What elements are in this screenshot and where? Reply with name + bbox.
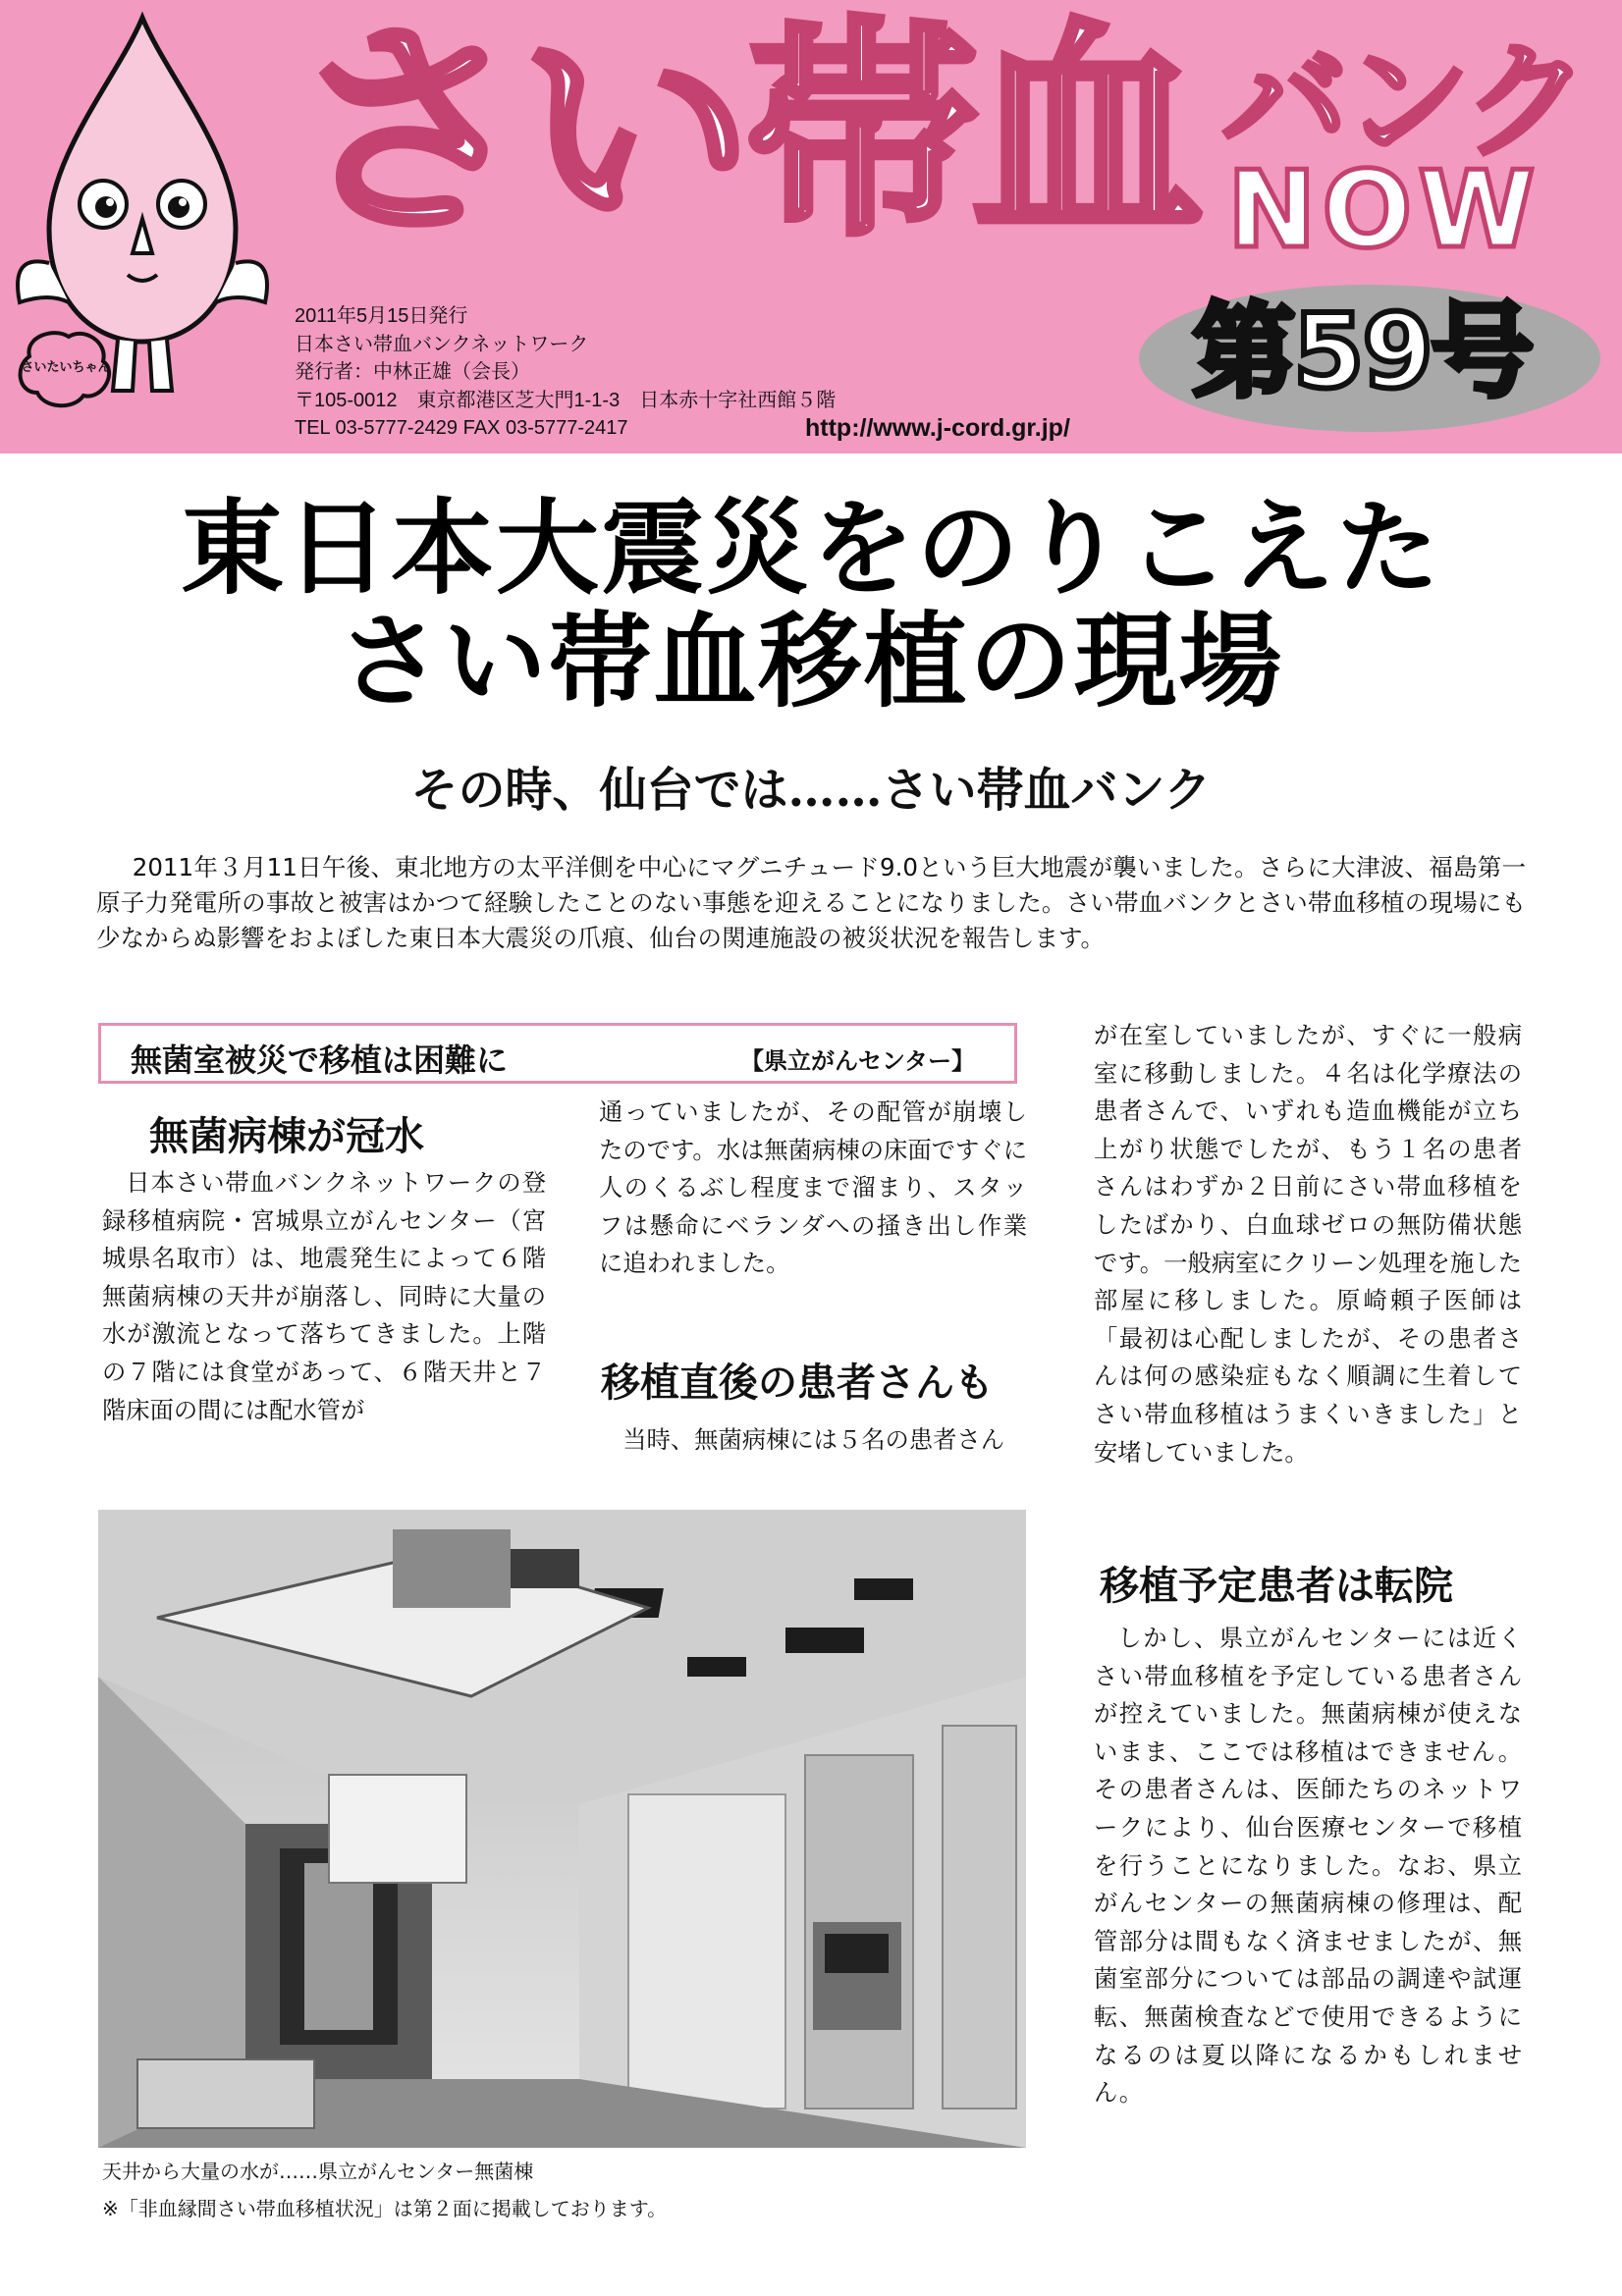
mascot-illustration [10,8,275,440]
publisher-address: 〒105-0012 東京都港区芝大門1-1-3 日本赤十字社西館５階 [295,389,837,411]
page-note: ※「非血縁間さい帯血移植状況」は第２面に掲載しております。 [102,2197,668,2220]
publisher-tel-fax: TEL 03-5777-2429 FAX 03-5777-2417 [295,417,628,439]
section-title: 無菌室被災で移植は困難に [131,1041,509,1079]
title-now: NOW [1227,149,1541,272]
damaged-ceiling-photo [98,1510,1026,2148]
issue-number: 第59号 [1193,292,1532,411]
title-bank: バンク [1222,29,1586,176]
masthead [0,0,1622,454]
newsletter-title: さい帯血 [295,0,1199,267]
section-header [98,1023,1017,1084]
headline-line-1: 東日本大震災をのりこえた [180,489,1441,609]
main-headline [0,489,1622,721]
section-source: 【県立がんセンター】 [739,1047,975,1075]
ward-photo [98,1510,1026,2148]
article-column-3-bottom: しかし、県立がんセンターには近くさい帯血移植を予定している患者さんが控えていました。無菌病棟が使えないまま、ここでは移植はできません。その患者さんは、医師たちのネットワークにより、仙台医療センターで移植を行うことになりました。なお、県立がんセンターの無菌病棟の修理は、配管部分は間もなく済ませましたが、無菌室部分については部品の調達や試運転、無菌検査などで使用できるようになるのは夏以降になるかもしれません。 [1094,1624,1522,2108]
article-column-1: 日本さい帯血バンクネットワークの登録移植病院・宮城県立がんセンター（宮城県名取市）は、地震発生によって６階無菌病棟の天井が崩落し、同時に大量の水が激流となって落ちてきました。上階の７階には食堂があって、６階天井と７階床面の間には配水管が [102,1168,546,1424]
mascot-badge-text: さいたいちゃん [21,360,111,375]
sub-headline: その時、仙台では……さい帯血バンク [410,763,1212,818]
publisher-issuer: 発行者：中林正雄（会長） [295,361,530,383]
publish-date: 2011年5月15日発行 [295,305,468,327]
article-column-2-top: 通っていましたが、その配管が崩壊したのです。水は無菌病棟の床面ですぐに人のくるぶし程度まで溜まり、スタッフは懸命にベランダへの掻き出し作業に追われました。 [599,1097,1027,1278]
publisher-org: 日本さい帯血バンクネットワーク [295,333,589,355]
headline-line-2: さい帯血移植の現場 [338,602,1284,721]
website-url[interactable]: http://www.j-cord.gr.jp/ [805,414,1070,442]
article-column-3-top: が在室していましたが、すぐに一般病室に移動しました。４名は化学療法の患者さんで、いずれも造血機能が立ち上がり状態でしたが、もう１名の患者さんはわずか２日前にさい帯血移植をしたばかり、白血球ゼロの無防備状態です。一般病室にクリーン処理を施した部屋に移しました。原崎頼子医師は「最初は心配しましたが、その患者さんは何の感染症もなく順調に生着してさい帯血移植はうまくいきました」と安堵していました。 [1094,1021,1522,1467]
subheading-flooded-ward: 無菌病棟が冠水 [149,1114,424,1159]
lead-paragraph: 2011年３月11日午後、東北地方の太平洋側を中心にマグニチュード9.0という巨大地震が襲いました。さらに大津波、福島第一原子力発電所の事故と被害はかつて経験したことのない事態を迎えることになりました。さい帯血バンクとさい帯血移植の現場にも少なからぬ影響をおよぼした東日本大震災の爪痕、仙台の関連施設の被災状況を報告します。 [96,853,1526,952]
photo-caption: 天井から大量の水が……県立がんセンター無菌棟 [102,2160,534,2183]
subheading-post-transplant: 移植直後の患者さんも [601,1361,994,1406]
article-column-2-bottom: 当時、無菌病棟には５名の患者さん [622,1425,1005,1454]
subheading-transfer: 移植予定患者は転院 [1100,1564,1453,1609]
